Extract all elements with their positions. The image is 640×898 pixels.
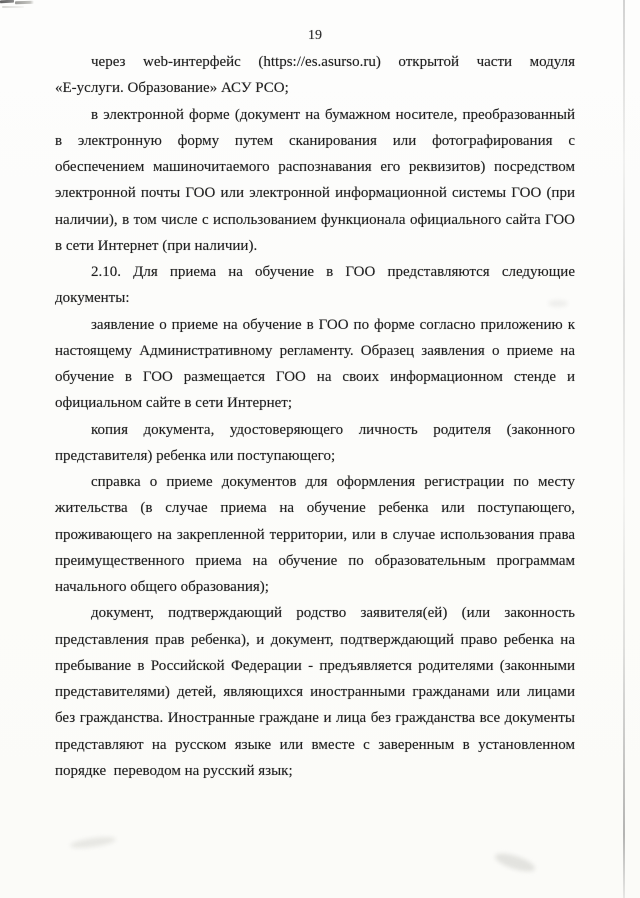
- text-line: проживающего на закрепленной территории, или в случае использования права: [55, 526, 575, 543]
- paragraph: [55, 417, 575, 470]
- text-line: настоящему Административному регламенту. Образец заявления о приеме на: [55, 342, 575, 359]
- document-body: [55, 49, 575, 784]
- text-line: электронной почты ГОО или электронной информационной системы ГОО (при: [55, 185, 575, 202]
- scan-artifact-top-left: [2, 6, 24, 8]
- text-line: представляют на русском языке или вместе с заверенным в установленном: [55, 736, 575, 753]
- text-line: пребывание в Российской Федерации - предъявляется родителями (законными: [55, 657, 575, 674]
- paragraph: [55, 312, 575, 417]
- text-line: через web-интерфейс (https://es.asurso.ru) открытой части модуля: [91, 54, 575, 70]
- scan-smudge: [70, 835, 117, 850]
- text-line: в электронную форму путем сканирования или фотографирования с: [55, 132, 575, 149]
- text-line: 2.10. Для приема на обучение в ГОО представляются следующие: [91, 264, 575, 280]
- text-line: порядке переводом на русский язык;: [55, 762, 293, 779]
- text-line: официальном сайте в сети Интернет;: [55, 395, 293, 412]
- text-line: документы:: [55, 290, 130, 307]
- text-line: наличии), в том числе с использованием функционала официального сайта ГОО: [55, 211, 575, 228]
- scan-artifact-right-line: [623, 0, 625, 898]
- scan-artifact-top-left: [0, 0, 14, 3]
- scan-smudge: [493, 850, 537, 875]
- text-line: обучение в ГОО размещается ГОО на своих информационном стенде и: [55, 369, 575, 385]
- paragraph: [55, 600, 575, 784]
- text-line: копия документа, удостоверяющего личность родителя (законного: [91, 421, 575, 438]
- scan-artifact-top-left: [15, 1, 34, 5]
- text-line: преимущественного приема на обучение по образовательным программам: [55, 552, 575, 569]
- paragraph: [55, 49, 575, 102]
- paragraph: [55, 102, 575, 260]
- text-line: начального общего образования);: [55, 579, 269, 595]
- text-line: без гражданства. Иностранные граждане и лица без гражданства все документы: [55, 710, 575, 727]
- paragraph: [55, 469, 575, 600]
- text-line: в сети Интернет (при наличии).: [55, 237, 258, 254]
- page-number: 19: [308, 28, 322, 43]
- text-line: «Е-услуги. Образование» АСУ РСО;: [55, 80, 289, 97]
- text-line: справка о приеме документов для оформления регистрации по месту: [91, 474, 575, 490]
- text-line: представителя) ребенка или поступающего;: [55, 447, 336, 464]
- text-line: жительства (в случае приема на обучение ребенка или поступающего,: [55, 500, 575, 517]
- text-line: в электронной форме (документ на бумажном носителе, преобразованный: [91, 106, 575, 123]
- text-line: обеспечением машиночитаемого распознавания его реквизитов) посредством: [55, 159, 575, 175]
- text-line: заявление о приеме на обучение в ГОО по форме согласно приложению к: [91, 316, 575, 333]
- text-line: представителями) детей, являющихся иностранными гражданами или лицами: [55, 684, 575, 700]
- paragraph: [55, 259, 575, 312]
- text-line: представления прав ребенка), и документ, подтверждающий право ребенка на: [55, 631, 575, 648]
- text-line: документ, подтверждающий родство заявителя(ей) (или законность: [91, 605, 575, 622]
